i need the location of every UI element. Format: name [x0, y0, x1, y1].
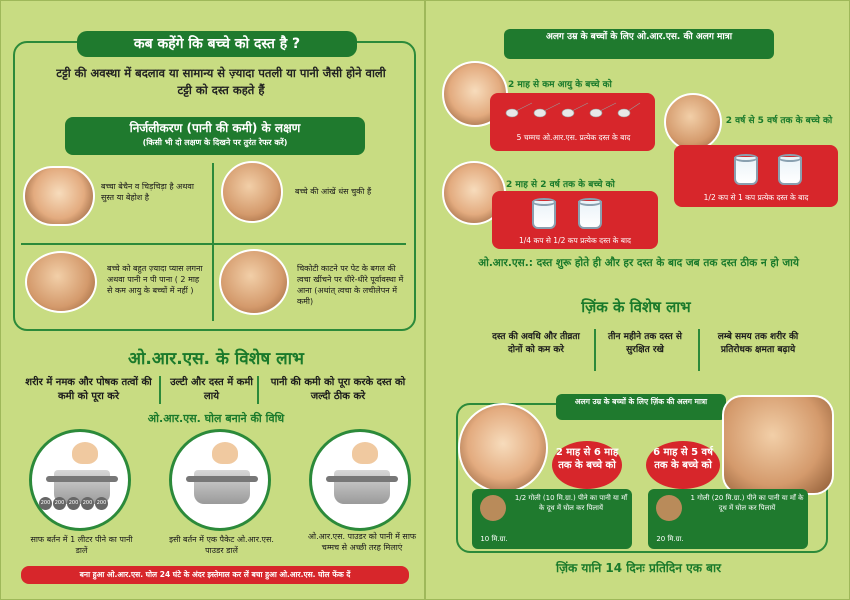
grid-divider-horizontal: [21, 243, 406, 245]
restless-baby-image: [23, 166, 95, 226]
zinc-title: ज़िंक के विशेष लाभ: [581, 298, 691, 316]
page-title: कब कहेंगे कि बच्चे को दस्त है ?: [77, 31, 357, 57]
ors-benefit-1: शरीर में नमक और पोषक तत्वों की कमी को पूरा करे: [25, 377, 152, 402]
ors-benefit-2: उल्टी और दस्त में कमी लाये: [170, 377, 253, 402]
dehydration-banner: [65, 117, 365, 155]
ors-warning-band: बना हुआ ओ.आर.एस. घोल 24 घंटे के अंदर इस्तेमाल कर लें बचा हुआ ओ.आर.एस. घोल फेंक दें: [21, 566, 409, 584]
baby-spoon-image: [458, 403, 548, 493]
step-2-text: इसी बर्तन में एक पैकेट ओ.आर.एस. पाउडर डालें: [169, 535, 274, 555]
zinc-age-2-dose-panel: [648, 489, 808, 549]
benefit-divider-1: [159, 376, 161, 404]
ors-method-title: ओ.आर.एस. घोल बनाने की विधि: [147, 412, 285, 425]
sign-sunken-eyes-text: बच्चे की आंखें धंस चुकी हैं: [295, 187, 372, 196]
step-1-text: साफ बर्तन में 1 लीटर पीने का पानी डालें: [30, 535, 133, 555]
zinc-age-1-badge: 2 माह से 6 माह तक के बच्चे को: [552, 441, 622, 489]
hand-icon: [72, 442, 98, 464]
hand-icon: [352, 442, 378, 464]
age-2-dose-text: 1/2 कप से 1 कप प्रत्येक दस्त के बाद: [703, 193, 809, 202]
sign-skin-pinch-text: चिकोटी काटने पर पेट के बगल की त्वचा खींचने पर धीरे-धीरे पूर्वावस्था में आना (अथांत् त्वचा के लचीलेपन में कमी): [297, 264, 404, 306]
diarrhoea-definition: टट्टी की अवस्था में बदलाव या सामान्य से ज़्यादा पतली या पानी जैसी होने वाली टट्टी को दस्त कहते हैं: [56, 66, 386, 97]
hand-icon: [212, 442, 238, 464]
cup-label: 200: [39, 497, 52, 510]
pot-icon: [334, 470, 390, 504]
age-2-dose-panel: [674, 145, 838, 207]
ors-note: ओ.आर.एस.: दस्त शुरू होते ही और हर दस्त के बाद जब तक दस्त ठीक न हो जाये: [478, 257, 799, 269]
step-2-illustration: [169, 429, 271, 531]
zinc-age-2-dose-text: 1 गोली (20 मि.ग्रा.) पीने का पानी या माँ के दूध में घोल कर पिलायें: [690, 494, 804, 512]
step-1-illustration: [29, 429, 131, 531]
age-2-label: 2 वर्ष से 5 वर्ष तक के बच्चे को: [725, 116, 833, 126]
tablet-icon: [480, 495, 506, 521]
cup-label: 200: [53, 497, 66, 510]
dehydration-title: निर्जलीकरण (पानी की कमी) के लक्षण: [129, 121, 301, 135]
step-3-text: ओ.आर.एस. पाउडर को पानी में साफ चम्मच से अच्छी तरह मिलाएं: [307, 532, 417, 552]
zinc-benefit-1: दस्त की अवधि और तीव्रता दोनों को कम करे: [492, 332, 580, 355]
pot-icon: [194, 470, 250, 504]
ors-dose-title: अलग उम्र के बच्चों के लिए ओ.आर.एस. की अलग मात्रा: [504, 29, 774, 59]
step-3-illustration: [309, 429, 411, 531]
cup-icon: [734, 157, 758, 185]
child-drinking-image: [664, 93, 722, 151]
zinc-benefit-2: तीन महीने तक दस्त से सुरक्षित रखे: [607, 332, 682, 355]
sign-thirst-text: बच्चे को बहुत ज़्यादा प्यास लगना अथवा पानी न पी पाना ( 2 माह से कम आयु के बच्चों में नहीं ): [107, 264, 203, 295]
ors-benefits-title: ओ.आर.एस. के विशेष लाभ: [128, 349, 304, 369]
zinc-divider-2: [698, 329, 700, 371]
sign-restless-text: बच्चा बेचैन व चिड़चिड़ा है अथवा सुस्त या बेहोश है: [101, 182, 194, 202]
zinc-age-1-mg: 10 मि.ग्रा.: [480, 535, 508, 543]
skin-pinch-image: [219, 249, 289, 315]
sunken-eyes-image: [221, 161, 283, 223]
age-3-dose-panel: [492, 191, 658, 249]
cup-icon: [578, 201, 602, 229]
thirsty-child-image: [25, 251, 97, 313]
benefit-divider-2: [257, 376, 259, 404]
cup-label: 200: [81, 497, 94, 510]
right-page: [425, 0, 850, 600]
age-3-label: 2 माह से 2 वर्ष तक के बच्चे को: [506, 180, 615, 190]
spoons-icon: [502, 99, 642, 121]
tablet-icon: [656, 495, 682, 521]
zinc-dose-title: अलग उम्र के बच्चों के लिए ज़िंक की अलग मात्रा: [556, 394, 726, 420]
zinc-benefit-3: लम्बे समय तक शरीर की प्रतिरोधक क्षमता बढ़ाये: [717, 332, 799, 355]
zinc-age-1-dose-panel: [472, 489, 632, 549]
zinc-age-2-badge: 6 माह से 5 वर्ष तक के बच्चे को: [646, 441, 720, 489]
cup-label: 200: [95, 497, 108, 510]
age-1-dose-text: 5 चम्मच ओ.आर.एस. प्रत्येक दस्त के बाद: [516, 133, 631, 142]
zinc-footer: ज़िंक यानि 14 दिनः प्रतिदिन एक बार: [555, 561, 722, 575]
cup-icon: [532, 201, 556, 229]
mother-child-image: [722, 395, 834, 495]
ors-benefit-3: पानी की कमी को पूरा करके दस्त को जल्दी ठीक करे: [270, 377, 406, 402]
cup-icon: [778, 157, 802, 185]
age-3-dose-text: 1/4 कप से 1/2 कप प्रत्येक दस्त के बाद: [518, 236, 632, 245]
age-1-label: 2 माह से कम आयु के बच्चे को: [508, 80, 612, 90]
age-1-dose-panel: [490, 93, 655, 151]
grid-divider-vertical: [212, 163, 214, 321]
cup-label: 200: [67, 497, 80, 510]
zinc-age-2-mg: 20 मि.ग्रा.: [656, 535, 684, 543]
dehydration-subtitle: (किसी भी दो लक्षण के दिखने पर तुरंत रेफर करें): [142, 138, 288, 147]
zinc-age-1-dose-text: 1/2 गोली (10 मि.ग्रा.) पीने का पानी या माँ के दूध में घोल कर पिलायें: [514, 494, 628, 512]
zinc-divider-1: [594, 329, 596, 371]
